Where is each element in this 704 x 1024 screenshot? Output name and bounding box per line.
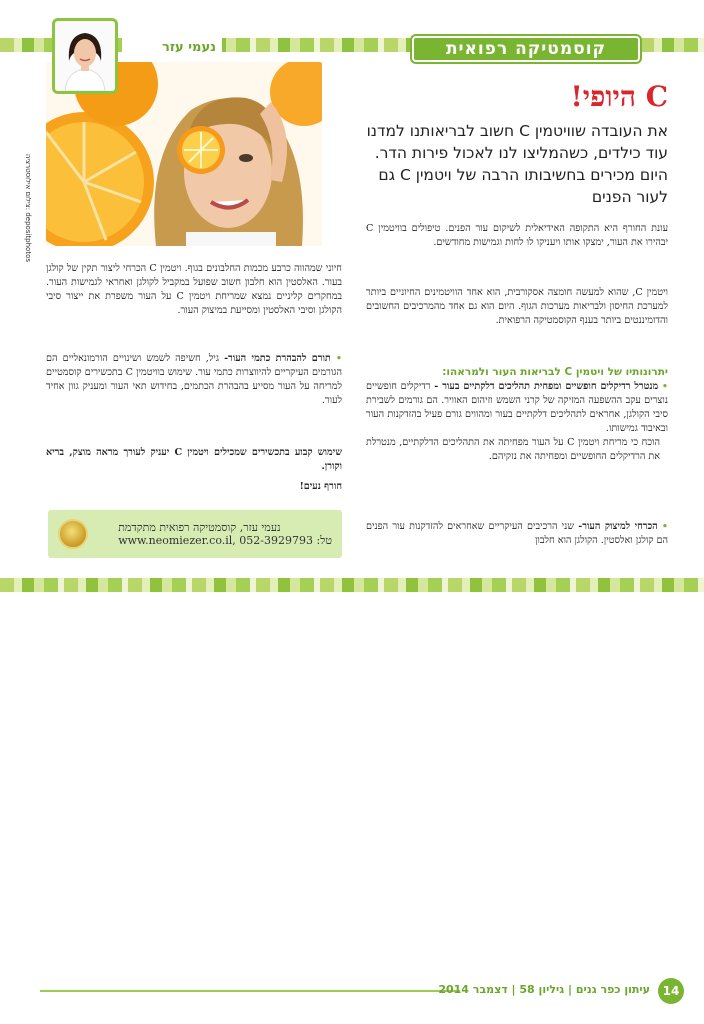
- author-portrait-icon: [55, 21, 115, 91]
- certification-seal-icon: [58, 519, 88, 549]
- benefit-text: רדיקלים חופשיים נוצרים עקב ההשפעה המזיקה של קרני השמש וזיהום האוויר. הם גורמים לשבירת סיבי הקולגן, אחראים לתהליכים דלקתיים בעור ומהווים גורם פעיל בהזדקנות העור ובאיבוד גמישותו.: [366, 381, 668, 434]
- bottom-decorative-stripe: [0, 578, 704, 592]
- author-tag: [122, 38, 222, 56]
- contact-box: [48, 510, 342, 558]
- benefit-free-radicals: [366, 380, 668, 464]
- footer-publication: עיתון כפר גנים | גיליון 58 | דצמבר 2014: [438, 983, 650, 996]
- benefit-text-continued: הוכח כי מריחת ויטמין C על העור מפחיתה את התהליכים הדלקתיים, מנטרלת את הרדיקלים החופשיים ומפחיתה את נזקיהם.: [366, 437, 660, 462]
- bullet-icon: •: [661, 381, 668, 392]
- paragraph-winter: עונת החורף היא התקופה האידיאלית לשיקום עור הפנים. טיפולים בוויטמין C יבהירו את העור, ימצקו אותו ויעניקו לו לחות וגמישות מחודשים.: [366, 223, 668, 248]
- paragraph-ascorbic: ויטמין C, שהוא למעשה חומצה אסקורבית, הוא אחד הוויטמינים החיוניים ביותר למערכת החיסון ולבריאות מערכות הגוף. היום הוא גם אחד מהמרכיבים החשובים והדומיננטים ביותר בענף הקוסמטיקה הרפואית.: [366, 287, 669, 326]
- footer-divider: [40, 990, 460, 992]
- section-banner: [412, 36, 640, 62]
- benefit-title: מנטרל רדיקלים חופשיים ומפחית תהליכים דלקתיים בעור -: [434, 381, 659, 392]
- benefit-brightening: [46, 352, 342, 408]
- closing-paragraph: שימוש קבוע בתכשירים שמכילים ויטמין C יעניק לעורך מראה מוצק, בריא וקורן.: [46, 447, 342, 472]
- benefits-subheading: יתרונותיו של ויטמין C לבריאות העור ולמראהו:: [442, 366, 668, 378]
- signoff: חורף נעים!: [299, 481, 342, 492]
- contact-name: נעמי עזר, קוסמטיקה רפואית מתקדמת: [118, 521, 281, 534]
- benefit-title: הכרחי למיצוק העור-: [578, 521, 658, 532]
- benefit-text: גיל, חשיפה לשמש ושינויים הורמונאליים הם הגורמים העיקריים להיווצרות כתמי עור. שימוש בוויטמין C בתכשירים קוסמטיים למריחה על העור מסייע בהבהרת הכתמים, בחידוש תאי העור ומעניק גוון אחיד לעור.: [46, 353, 342, 406]
- paragraph-collagen: חיוני שמהווה כרבע מכמות החלבונים בגוף. ויטמין C הכרחי ליצור תקין של קולגן בעור. האלסטין הוא חלבון חשוב שפועל במקביל לקולגן ואחראי לגמישות העור. במחקרים קליניים נמצא שמריחת ויטמין C על העור משפרת את ייצור סיבי הקולגן וסיבי האלסטין ומסייעת במיצוק העור.: [46, 263, 343, 316]
- bullet-icon: •: [661, 521, 668, 532]
- contact-phone-web: טל: 052-3929793 ,www.neomiezer.co.il: [118, 534, 332, 547]
- benefit-firming: [366, 520, 668, 548]
- page-number: 14: [658, 978, 684, 1004]
- article-title: C היופי!: [570, 80, 668, 113]
- benefit-text: שני הרכיבים העיקריים שאחראים להזדקנות עור הפנים הם קולגן ואלסטין. הקולגן הוא חלבון: [366, 521, 668, 546]
- author-name: נעמי עזר: [162, 39, 216, 55]
- benefit-title: תורם להבהרת כתמי העור-: [224, 353, 331, 364]
- author-photo: [52, 18, 118, 94]
- bullet-icon: •: [335, 353, 342, 364]
- contact-lines: [118, 521, 332, 547]
- section-title: קוסמטיקה רפואית: [445, 39, 607, 59]
- photo-credit: depositphotos :צילום אילוסטרציה: [24, 153, 32, 262]
- article-lead: את העובדה שוויטמין C חשוב לבריאותנו למדנו עוד כילדים, כשהמליצו לנו לאכול פירות הדר. היום מכירים בחשיבותו הרבה של ויטמין C גם לעור הפנים: [366, 122, 668, 206]
